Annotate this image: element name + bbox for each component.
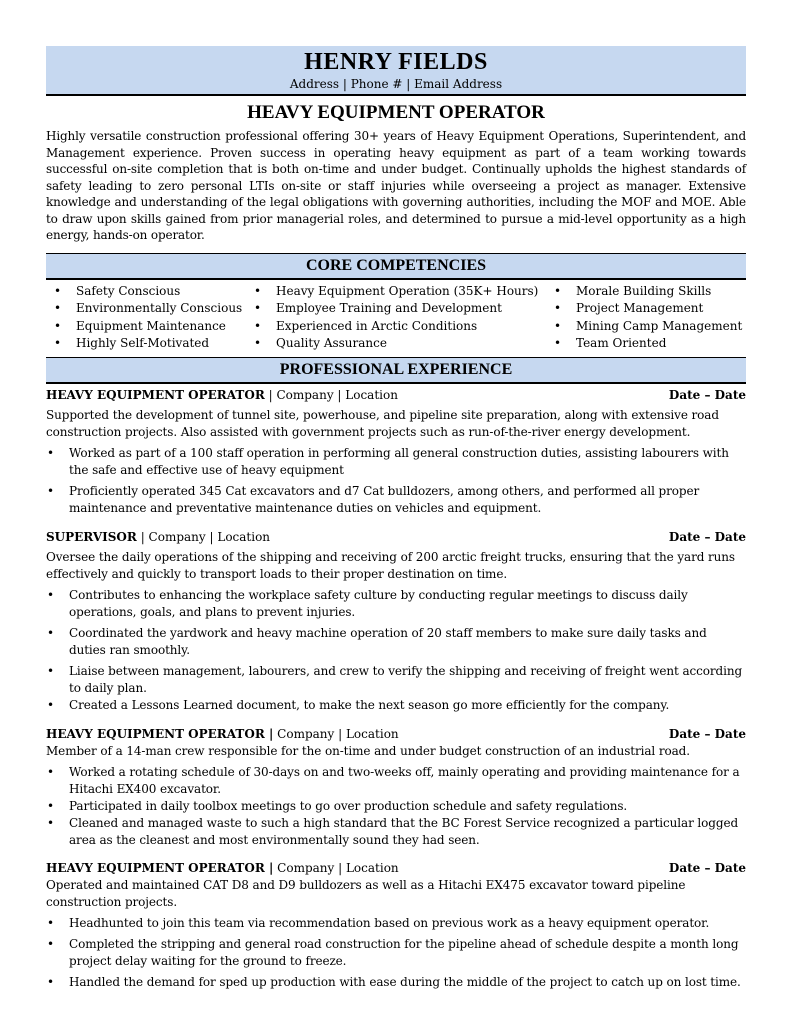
contact-line: Address | Phone # | Email Address — [289, 77, 503, 91]
job-bullets — [46, 445, 746, 517]
competency-item: • Team Oriented — [546, 335, 746, 353]
job-bullets — [46, 764, 746, 849]
job-header — [46, 387, 746, 404]
job-target-title: HEAVY EQUIPMENT OPERATOR — [247, 102, 545, 123]
job-dates: Date – Date — [668, 860, 746, 875]
job-dates: Date – Date — [668, 387, 746, 402]
job-title: HEAVY EQUIPMENT OPERATOR | — [46, 726, 274, 741]
job-bullet: • Headhunted to join this team via recommendation based on previous work as a heavy equipment operator. — [46, 915, 746, 932]
job-title: HEAVY EQUIPMENT OPERATOR — [46, 387, 265, 402]
job-bullet: • Proficiently operated 345 Cat excavators and d7 Cat bulldozers, among others, and performed all proper maintenance and preventative maintenance duties on vehicles and equipment. — [46, 483, 746, 517]
professional-experience-heading: PROFESSIONAL EXPERIENCE — [46, 357, 746, 384]
job-bullet: • Liaise between management, labourers, and crew to verify the shipping and receiving of freight went according to daily plan. — [46, 663, 746, 697]
summary-paragraph: Highly versatile construction professional offering 30+ years of Heavy Equipment Operations, Superintendent, and Management experience. Proven success in operating heavy equipment as part of a team working towards successful on-site completion that is both on-time and under budget. Continually upholds the highest standards of safety leading to zero personal LTIs on-site or staff injuries while overseeing a project as manager. Extensive knowledge and understanding of the legal obligations with governing authorities, including the MOF and MOE. Able to draw upon skills gained from prior managerial roles, and determined to pursue a mid-level opportunity as a high energy, hands-on operator. — [46, 129, 746, 242]
competency-item: • Project Management — [546, 300, 746, 318]
competency-item: • Employee Training and Development — [246, 300, 546, 318]
job-description: Member of a 14-man crew responsible for the on-time and under budget construction of an industrial road. — [46, 743, 690, 758]
job-entry — [46, 387, 746, 517]
job-entry — [46, 529, 746, 714]
job-bullet: • Coordinated the yardwork and heavy machine operation of 20 staff members to make sure daily tasks and duties ran smoothly. — [46, 625, 746, 659]
competency-item: • Mining Camp Management — [546, 318, 746, 336]
job-header — [46, 529, 746, 546]
job-title: SUPERVISOR — [46, 529, 137, 544]
job-header — [46, 860, 746, 877]
competency-item: • Experienced in Arctic Conditions — [246, 318, 546, 336]
resume-page — [46, 46, 746, 991]
job-bullet: • Participated in daily toolbox meetings to go over production schedule and safety regulations. — [46, 798, 746, 815]
job-description: Supported the development of tunnel site, powerhouse, and pipeline site preparation, along with extensive road construction projects. Also assisted with government projects such as run-of-the-river energy development. — [46, 407, 719, 439]
competencies-column-2 — [246, 283, 546, 353]
job-header — [46, 726, 746, 743]
competencies-grid — [46, 280, 746, 357]
competency-item: • Morale Building Skills — [546, 283, 746, 301]
job-company-location: | Company | Location — [136, 529, 271, 544]
competency-item: • Safety Conscious — [46, 283, 246, 301]
job-description: Oversee the daily operations of the shipping and receiving of 200 arctic freight trucks, ensuring that the yard runs effectively and quickly to transport loads to their proper destination on time. — [46, 549, 735, 581]
job-bullet: • Worked as part of a 100 staff operation in performing all general construction duties, assisting labourers with the safe and effective use of heavy equipment — [46, 445, 746, 479]
job-title: HEAVY EQUIPMENT OPERATOR | — [46, 860, 274, 875]
competency-item: • Quality Assurance — [246, 335, 546, 353]
job-company-location: Company | Location — [273, 860, 399, 875]
job-bullets — [46, 915, 746, 991]
job-entry — [46, 726, 746, 849]
competency-item: • Equipment Maintenance — [46, 318, 246, 336]
job-bullet: • Created a Lessons Learned document, to make the next season go more efficiently for the company. — [46, 697, 746, 714]
job-bullets — [46, 587, 746, 714]
job-company-location: | Company | Location — [264, 387, 398, 402]
job-bullet: • Completed the stripping and general road construction for the pipeline ahead of schedule despite a month long project delay waiting for the ground to freeze. — [46, 936, 746, 970]
competency-item: • Environmentally Conscious — [46, 300, 246, 318]
job-bullet: • Worked a rotating schedule of 30-days on and two-weeks off, mainly operating and providing maintenance for a Hitachi EX400 excavator. — [46, 764, 746, 798]
job-company-location: Company | Location — [273, 726, 399, 741]
competency-item: • Highly Self-Motivated — [46, 335, 246, 353]
competencies-column-3 — [546, 283, 746, 353]
competencies-column-1 — [46, 283, 246, 353]
job-bullet: • Contributes to enhancing the workplace safety culture by conducting regular meetings to discuss daily operations, goals, and plans to prevent injuries. — [46, 587, 746, 621]
job-bullet: • Handled the demand for sped up production with ease during the middle of the project to catch up on lost time. — [46, 974, 746, 991]
job-dates: Date – Date — [668, 726, 746, 741]
job-dates: Date – Date — [668, 529, 746, 544]
candidate-name: HENRY FIELDS — [304, 49, 488, 75]
job-entry — [46, 860, 746, 991]
header-band — [46, 46, 746, 96]
core-competencies-heading: CORE COMPETENCIES — [46, 253, 746, 280]
competency-item: • Heavy Equipment Operation (35K+ Hours) — [246, 283, 546, 301]
job-bullet: • Cleaned and managed waste to such a high standard that the BC Forest Service recognized a particular logged area as the cleanest and most environmentally sound they had seen. — [46, 815, 746, 849]
job-description: Operated and maintained CAT D8 and D9 bulldozers as well as a Hitachi EX475 excavator toward pipeline construction projects. — [46, 877, 686, 909]
